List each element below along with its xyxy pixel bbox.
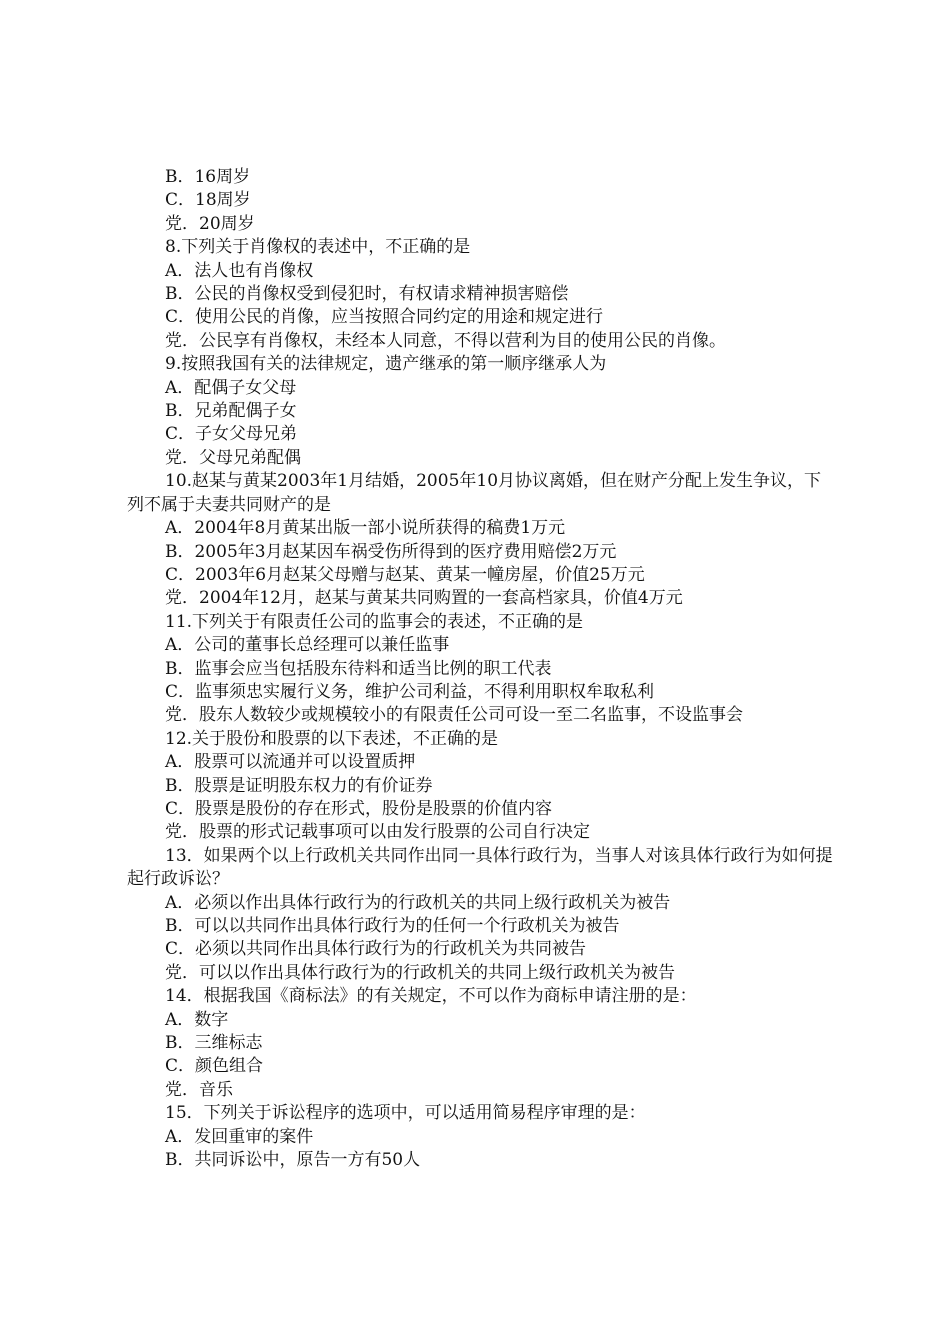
option-a-q12: A．股票可以流通并可以设置质押 bbox=[165, 752, 416, 773]
option-c-q8: C．使用公民的肖像，应当按照合同约定的用途和规定进行 bbox=[165, 307, 604, 328]
option-b-q13: B．可以以共同作出具体行政行为的任何一个行政机关为被告 bbox=[165, 916, 620, 936]
option-a-q15: A．发回重审的案件 bbox=[165, 1126, 314, 1147]
option-a-q10: A．2004年8月黄某出版一部小说所获得的稿费1万元 bbox=[165, 518, 566, 539]
option-b-q14: B．三维标志 bbox=[165, 1033, 263, 1054]
question-11: 11.下列关于有限责任公司的监事会的表述，不正确的是 bbox=[165, 611, 584, 632]
option-c-q10: C．2003年6月赵某父母赠与赵某、黄某一幢房屋，价值25万元 bbox=[165, 564, 645, 585]
option-b-q9: B．兄弟配偶子女 bbox=[165, 401, 297, 422]
option-d-q13: 党．可以以作出具体行政行为的行政机关的共同上级行政机关为被告 bbox=[165, 962, 675, 983]
option-d-q12: 党．股票的形式记载事项可以由发行股票的公司自行决定 bbox=[165, 822, 590, 843]
option-a-q13: A．必须以作出具体行政行为的行政机关的共同上级行政机关为被告 bbox=[165, 892, 671, 913]
option-a-q9: A．配偶子女父母 bbox=[165, 377, 297, 398]
question-12: 12.关于股份和股票的以下表述，不正确的是 bbox=[165, 728, 499, 749]
question-13: 13．如果两个以上行政机关共同作出同一具体行政行为，当事人对该具体行政行为如何提起行政诉讼？ bbox=[127, 845, 833, 890]
question-14: 14．根据我国《商标法》的有关规定，不可以作为商标申请注册的是： bbox=[165, 986, 697, 1007]
option-b-q12: B．股票是证明股东权力的有价证券 bbox=[165, 775, 433, 796]
question-8: 8.下列关于肖像权的表述中，不正确的是 bbox=[165, 237, 471, 258]
option-b-q15: B．共同诉讼中，原告一方有50人 bbox=[165, 1150, 421, 1171]
document-body bbox=[127, 166, 837, 1172]
option-c-q7: C．18周岁 bbox=[165, 190, 251, 211]
option-b-q8: B．公民的肖像权受到侵犯时，有权请求精神损害赔偿 bbox=[165, 284, 569, 305]
question-9: 9.按照我国有关的法律规定，遗产继承的第一顺序继承人为 bbox=[165, 354, 607, 375]
option-d-q14: 党．音乐 bbox=[165, 1079, 233, 1100]
option-d-q9: 党．父母兄弟配偶 bbox=[165, 447, 301, 468]
option-a-q14: A．数字 bbox=[165, 1009, 229, 1030]
option-a-q8: A．法人也有肖像权 bbox=[165, 260, 314, 281]
option-c-q13: C．必须以共同作出具体行政行为的行政机关为共同被告 bbox=[165, 939, 587, 960]
option-d-q11: 党．股东人数较少或规模较小的有限责任公司可设一至二名监事，不设监事会 bbox=[165, 705, 743, 726]
option-b-q11: B．监事会应当包括股东待料和适当比例的职工代表 bbox=[165, 658, 552, 679]
option-c-q14: C．颜色组合 bbox=[165, 1056, 264, 1077]
question-15: 15．下列关于诉讼程序的选项中，可以适用简易程序审理的是： bbox=[165, 1103, 646, 1124]
option-d-q10: 党．2004年12月，赵某与黄某共同购置的一套高档家具，价值4万元 bbox=[165, 588, 683, 609]
option-c-q9: C．子女父母兄弟 bbox=[165, 424, 298, 445]
option-d-q8: 党．公民享有肖像权，未经本人同意，不得以营利为目的使用公民的肖像。 bbox=[165, 330, 726, 351]
option-b-q7: B．16周岁 bbox=[165, 167, 251, 187]
option-c-q12: C．股票是股份的存在形式，股份是股票的价值内容 bbox=[165, 798, 553, 819]
question-10: 10.赵某与黄某2003年1月结婚，2005年10月协议离婚，但在财产分配上发生争议，下列不属于夫妻共同财产的是 bbox=[127, 471, 822, 515]
option-d-q7: 党．20周岁 bbox=[165, 213, 255, 234]
option-b-q10: B．2005年3月赵某因车祸受伤所得到的医疗费用赔偿2万元 bbox=[165, 541, 617, 562]
option-a-q11: A．公司的董事长总经理可以兼任监事 bbox=[165, 635, 450, 656]
option-c-q11: C．监事须忠实履行义务，维护公司利益，不得利用职权牟取私利 bbox=[165, 681, 655, 702]
